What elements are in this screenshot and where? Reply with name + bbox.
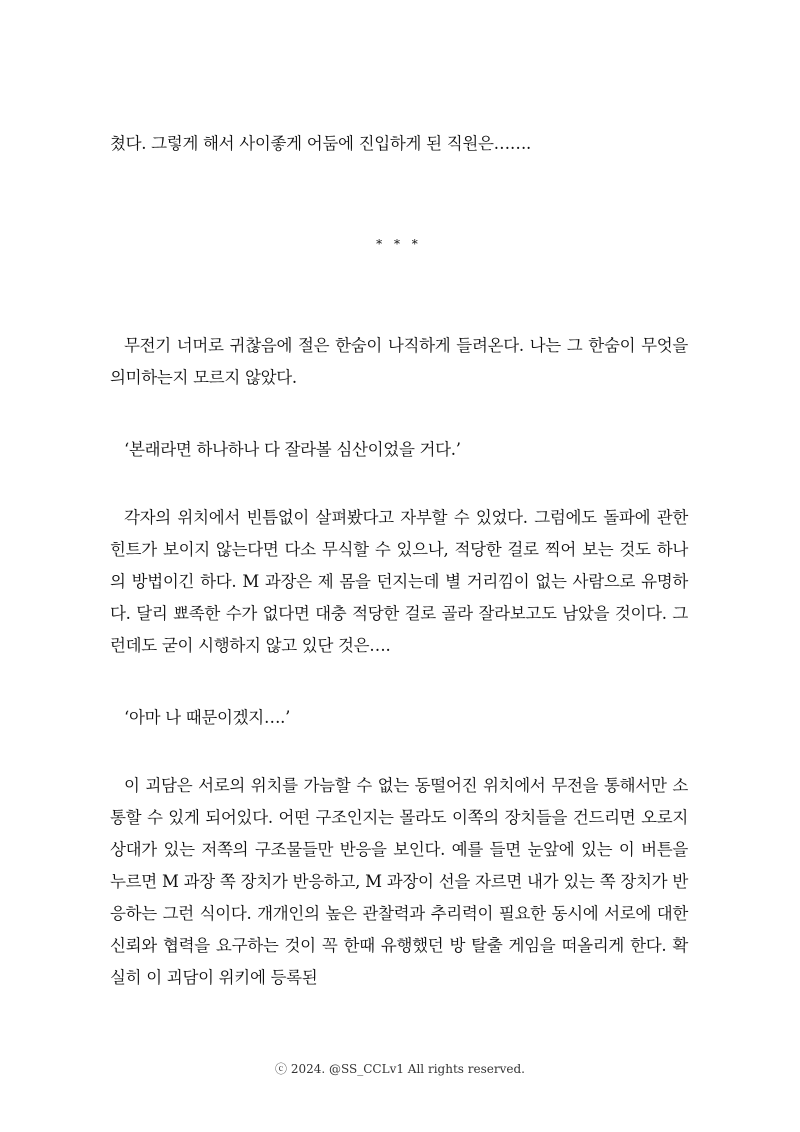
paragraph-3: 이 괴담은 서로의 위치를 가늠할 수 없는 동떨어진 위치에서 무전을 통해서만 소통할 수 있게 되어있다. 어떤 구조인지는 몰라도 이쪽의 장치들을 건드리면 오로지 상대가 있는 저쪽의 구조물들만 반응을 보인다. 예를 들면 눈앞에 있는 이 버튼을 누르면 M 과장 쪽 장치가 반응하고, M 과장이 선을 자르면 내가 있는 쪽 장치가 반응하는 그런 식이다. 개개인의 높은 관찰력과 추리력이 필요한 동시에 서로에 대한 신뢰와 협력을 요구하는 것이 꼭 한때 유행했던 방 탈출 게임을 떠올리게 한다. 확실히 이 괴담이 위키에 등록된 (110, 776, 688, 987)
paragraph-opening: 쳤다. 그렇게 해서 사이좋게 어둠에 진입하게 된 직원은……. (110, 134, 531, 153)
paragraph-1: 무전기 너머로 귀찮음에 절은 한숨이 나직하게 들려온다. 나는 그 한숨이 무엇을 의미하는지 모르지 않았다. (110, 336, 688, 387)
paragraph-2: 각자의 위치에서 빈틈없이 살펴봤다고 자부할 수 있었다. 그럼에도 돌파에 관한 힌트가 보이지 않는다면 다소 무식할 수 있으나, 적당한 걸로 찍어 보는 것도 하나의 방법이긴 하다. M 과장은 제 몸을 던지는데 별 거리낌이 없는 사람으로 유명하다. 달리 뾰족한 수가 없다면 대충 적당한 걸로 골라 잘라보고도 남았을 것이다. 그런데도 굳이 시행하지 않고 있단 것은…. (110, 508, 688, 655)
paragraph-quote-1: ‘본래라면 하나하나 다 잘라볼 심산이었을 거다.’ (124, 440, 461, 459)
scene-separator: * * * (376, 237, 422, 251)
paragraph-quote-2: ‘아마 나 때문이겠지….’ (124, 708, 291, 727)
copyright-footer: ⓒ 2024. @SS_CCLv1 All rights reserved. (275, 1062, 525, 1076)
